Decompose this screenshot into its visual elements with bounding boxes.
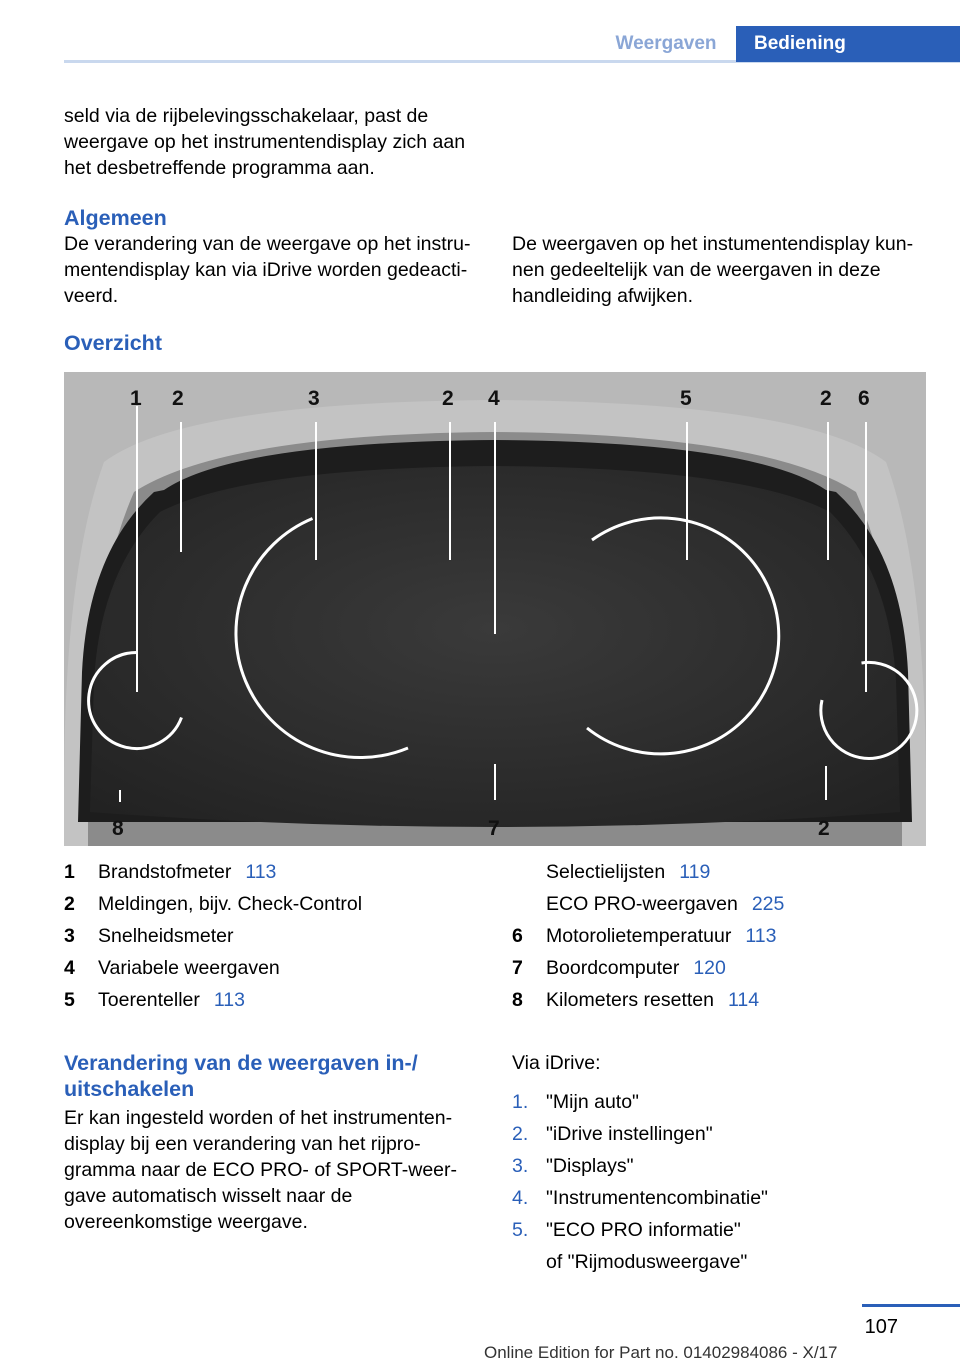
legend-num: 3 bbox=[64, 925, 75, 947]
step-label: "Instrumentencombinatie" bbox=[546, 1187, 768, 1209]
legend-num: 7 bbox=[512, 957, 523, 979]
list-item bbox=[512, 1214, 932, 1246]
step-num: 3. bbox=[512, 1155, 529, 1177]
page-link[interactable]: 120 bbox=[693, 957, 726, 979]
list-item bbox=[512, 1182, 932, 1214]
footer-rule bbox=[862, 1304, 960, 1307]
step-label: "ECO PRO informatie" bbox=[546, 1219, 741, 1241]
legend-item bbox=[512, 984, 932, 1016]
legend-num: 6 bbox=[512, 925, 523, 947]
legend-item bbox=[512, 856, 932, 888]
step-num: 2. bbox=[512, 1123, 529, 1145]
page-link[interactable]: 113 bbox=[745, 925, 777, 947]
legend-num: 8 bbox=[512, 989, 523, 1011]
chapter-tab[interactable]: Bediening bbox=[736, 26, 960, 62]
legend-label: Variabele weergaven bbox=[98, 957, 280, 979]
callout-bottom-7: 7 bbox=[488, 817, 500, 840]
verandering-text: Er kan ingesteld worden of het instrumentendisplay bij een verandering van het rijprogramma naar de ECO PRO- of SPORT-weergave automatisch wisselt naar de overeenkomstige weergave. bbox=[64, 1107, 458, 1233]
heading-verandering-line1: Verandering van de weergaven in-/ bbox=[64, 1051, 418, 1075]
callout-top-1: 1 bbox=[130, 387, 142, 410]
callout-top-2a: 2 bbox=[172, 387, 184, 410]
legend-item bbox=[64, 856, 484, 888]
legend-item bbox=[64, 952, 484, 984]
legend-left bbox=[64, 856, 484, 1016]
edition-note: Online Edition for Part no. 01402984086 - X/17 bbox=[484, 1343, 838, 1362]
list-item bbox=[512, 1118, 932, 1150]
legend-num: 4 bbox=[64, 957, 75, 979]
legend-label: Brandstofmeter bbox=[98, 861, 232, 883]
legend-label: Selectielijsten bbox=[546, 861, 666, 883]
callout-top-3: 3 bbox=[308, 387, 320, 410]
legend-item bbox=[512, 952, 932, 984]
heading-overzicht: Overzicht bbox=[64, 331, 162, 355]
step-num: 5. bbox=[512, 1219, 529, 1241]
legend-label: Toerenteller bbox=[98, 989, 200, 1011]
callout-bottom-8: 8 bbox=[112, 817, 124, 840]
list-item bbox=[512, 1150, 932, 1182]
page-link[interactable]: 113 bbox=[213, 989, 245, 1011]
legend-label: ECO PRO-weergaven bbox=[546, 893, 738, 915]
list-item bbox=[512, 1086, 932, 1118]
intro-paragraph: seld via de rijbelevingsschakelaar, past de weergave op het instrumentendisplay zich aan het desbetreffende programma aan. bbox=[64, 105, 466, 179]
idrive-steps bbox=[512, 1086, 932, 1278]
page-link[interactable]: 114 bbox=[728, 989, 760, 1011]
step-num: 1. bbox=[512, 1091, 529, 1113]
algemeen-left-text: De verandering van de weergave op het instrumentendisplay kan via iDrive worden gedeactiveerd. bbox=[64, 233, 471, 307]
legend-item bbox=[64, 888, 484, 920]
legend-label: Motorolietemperatuur bbox=[546, 925, 732, 947]
legend-item bbox=[64, 984, 484, 1016]
legend-label: Meldingen, bijv. Check-Control bbox=[98, 893, 363, 915]
heading-verandering bbox=[64, 1050, 484, 1102]
step-num: 4. bbox=[512, 1187, 529, 1209]
via-idrive-intro: Via iDrive: bbox=[512, 1052, 601, 1074]
step-continuation: of "Rijmodusweergave" bbox=[546, 1251, 748, 1273]
legend-right bbox=[512, 856, 932, 1016]
callout-top-5: 5 bbox=[680, 387, 692, 410]
legend-num: 1 bbox=[64, 861, 75, 883]
section-tab[interactable]: Weergaven bbox=[615, 33, 717, 54]
step-label: "Mijn auto" bbox=[546, 1091, 639, 1113]
legend-label: Kilometers resetten bbox=[546, 989, 714, 1011]
page-link[interactable]: 119 bbox=[679, 861, 711, 883]
legend-item bbox=[512, 920, 932, 952]
legend-num: 2 bbox=[64, 893, 75, 915]
algemeen-right-text: De weergaven op het instumentendisplay kunnen gedeeltelijk van de weergaven in deze handleiding afwijken. bbox=[512, 233, 914, 307]
step-label: "iDrive instellingen" bbox=[546, 1123, 713, 1145]
callout-top-4: 4 bbox=[488, 387, 500, 410]
heading-algemeen: Algemeen bbox=[64, 206, 167, 230]
step-label: "Displays" bbox=[546, 1155, 634, 1177]
legend-num: 5 bbox=[64, 989, 75, 1011]
callout-bottom-2: 2 bbox=[818, 817, 830, 840]
callout-top-2c: 2 bbox=[820, 387, 832, 410]
page-link[interactable]: 113 bbox=[245, 861, 277, 883]
legend-label: Boordcomputer bbox=[546, 957, 680, 979]
legend-item bbox=[64, 920, 484, 952]
callout-top-2b: 2 bbox=[442, 387, 454, 410]
list-item-cont bbox=[512, 1246, 932, 1278]
legend-label: Snelheidsmeter bbox=[98, 925, 234, 947]
heading-verandering-line2: uitschakelen bbox=[64, 1077, 195, 1101]
page-number: 107 bbox=[864, 1316, 898, 1338]
legend-item bbox=[512, 888, 932, 920]
callout-top-6: 6 bbox=[858, 387, 870, 410]
instrument-cluster-illustration bbox=[64, 372, 926, 846]
page-link[interactable]: 225 bbox=[751, 893, 785, 915]
